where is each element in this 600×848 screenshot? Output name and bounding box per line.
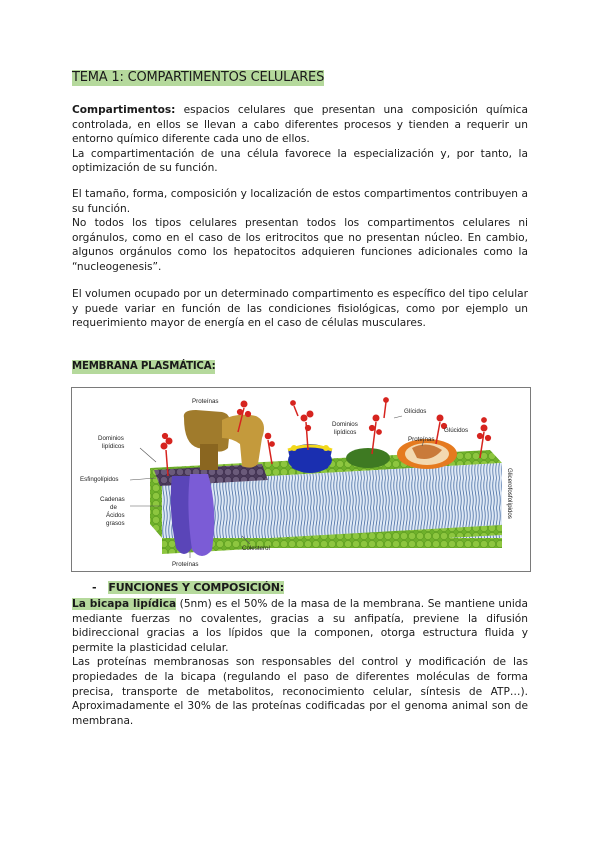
label-proteinas-top: Proteínas bbox=[192, 398, 219, 405]
label-cadenas-3: Ácidos bbox=[106, 512, 125, 519]
membrane-diagram bbox=[72, 388, 530, 571]
label-dominios-mid-2: lipídicos bbox=[334, 429, 357, 436]
membrane-proteins-text: Las proteínas membranosas son responsables del control y modificación de las propiedades de la bicapa (regulando el paso de diferentes moléculas de forma precisa, transporte de metabolitos, reconocimiento celular, síntesis de ATP…). Aproximadamente el 30% de las proteínas codificadas por el genoma animal son de membrana. bbox=[72, 656, 528, 727]
intro-line2: La compartimentación de una célula favorece la especialización y, por tanto, la optimización de su función. bbox=[72, 147, 528, 175]
lipid-raft-blue bbox=[288, 444, 332, 473]
label-cadenas-1: Cadenas bbox=[100, 496, 125, 503]
label-esfingolipidos: Esfingolípidos bbox=[80, 476, 119, 483]
label-glucidos: Glúcidos bbox=[444, 427, 469, 434]
ring-protein bbox=[397, 439, 457, 469]
label-cadenas-4: grasos bbox=[106, 520, 125, 527]
bilayer-text: (5nm) es el 50% de la masa de la membrana. Se mantiene unida mediante fuerzas no covalentes, gracias a su anfipatía, previene la difusión bidireccional gracias a los lípidos que la componen, otorga estructura fluida y permite la plasticidad celular. bbox=[72, 598, 528, 654]
label-proteinas-mid: Proteínas bbox=[408, 436, 435, 443]
page-title: TEMA 1: COMPARTIMENTOS CELULARES bbox=[72, 70, 325, 85]
section-heading: MEMBRANA PLASMÁTICA: bbox=[72, 361, 216, 372]
surface-protein bbox=[184, 410, 264, 470]
paragraph-2-line1: El tamaño, forma, composición y localización de estos compartimentos contribuyen a su función. bbox=[72, 188, 528, 215]
label-dominios-left-2: lipídicos bbox=[102, 443, 125, 450]
label-colesterol: Colesterol bbox=[242, 545, 270, 552]
label-dominios-mid-1: Dominios bbox=[332, 421, 358, 428]
functions-heading-text: FUNCIONES Y COMPOSICIÓN: bbox=[108, 581, 284, 594]
bilayer-term: La bicapa lipídica bbox=[72, 598, 177, 610]
functions-heading bbox=[92, 581, 284, 595]
paragraph-2 bbox=[72, 187, 528, 275]
bullet-dash: - bbox=[92, 581, 97, 594]
label-proteinas-bottom: Proteínas bbox=[172, 561, 199, 568]
intro-term: Compartimentos: bbox=[72, 104, 176, 116]
transmembrane-protein bbox=[171, 474, 215, 556]
paragraph-2-line2: No todos los tipos celulares presentan todos los compartimentos celulares ni orgánulos, como en el caso de los eritrocitos que no presentan núcleo. En cambio, algunos orgánulos como los hepatocitos adquieren funciones adicionales como la “nucleogenesis”. bbox=[72, 217, 528, 273]
label-glicerofosfolipidos: Glicerofosfolípidos bbox=[506, 468, 513, 519]
functions-paragraph bbox=[72, 597, 528, 728]
intro-definition: espacios celulares que presentan una composición química controlada, en ellos se llevan a cabo diferentes procesos y tienden a requerir un entorno químico diferente cada uno de ellos. bbox=[72, 104, 528, 146]
intro-paragraph bbox=[72, 103, 528, 176]
membrane-figure bbox=[71, 387, 531, 572]
paragraph-3: El volumen ocupado por un determinado compartimento es específico del tipo celular y puede variar en función de las condiciones fisiológicas, como por ejemplo un requerimiento mayor de energía en el caso de células musculares. bbox=[72, 288, 528, 330]
label-cadenas-2: de bbox=[110, 504, 117, 511]
lipid-domain-green bbox=[346, 448, 390, 468]
label-glicidos: Glícidos bbox=[404, 408, 427, 415]
label-dominios-left-1: Dominios bbox=[98, 435, 124, 442]
